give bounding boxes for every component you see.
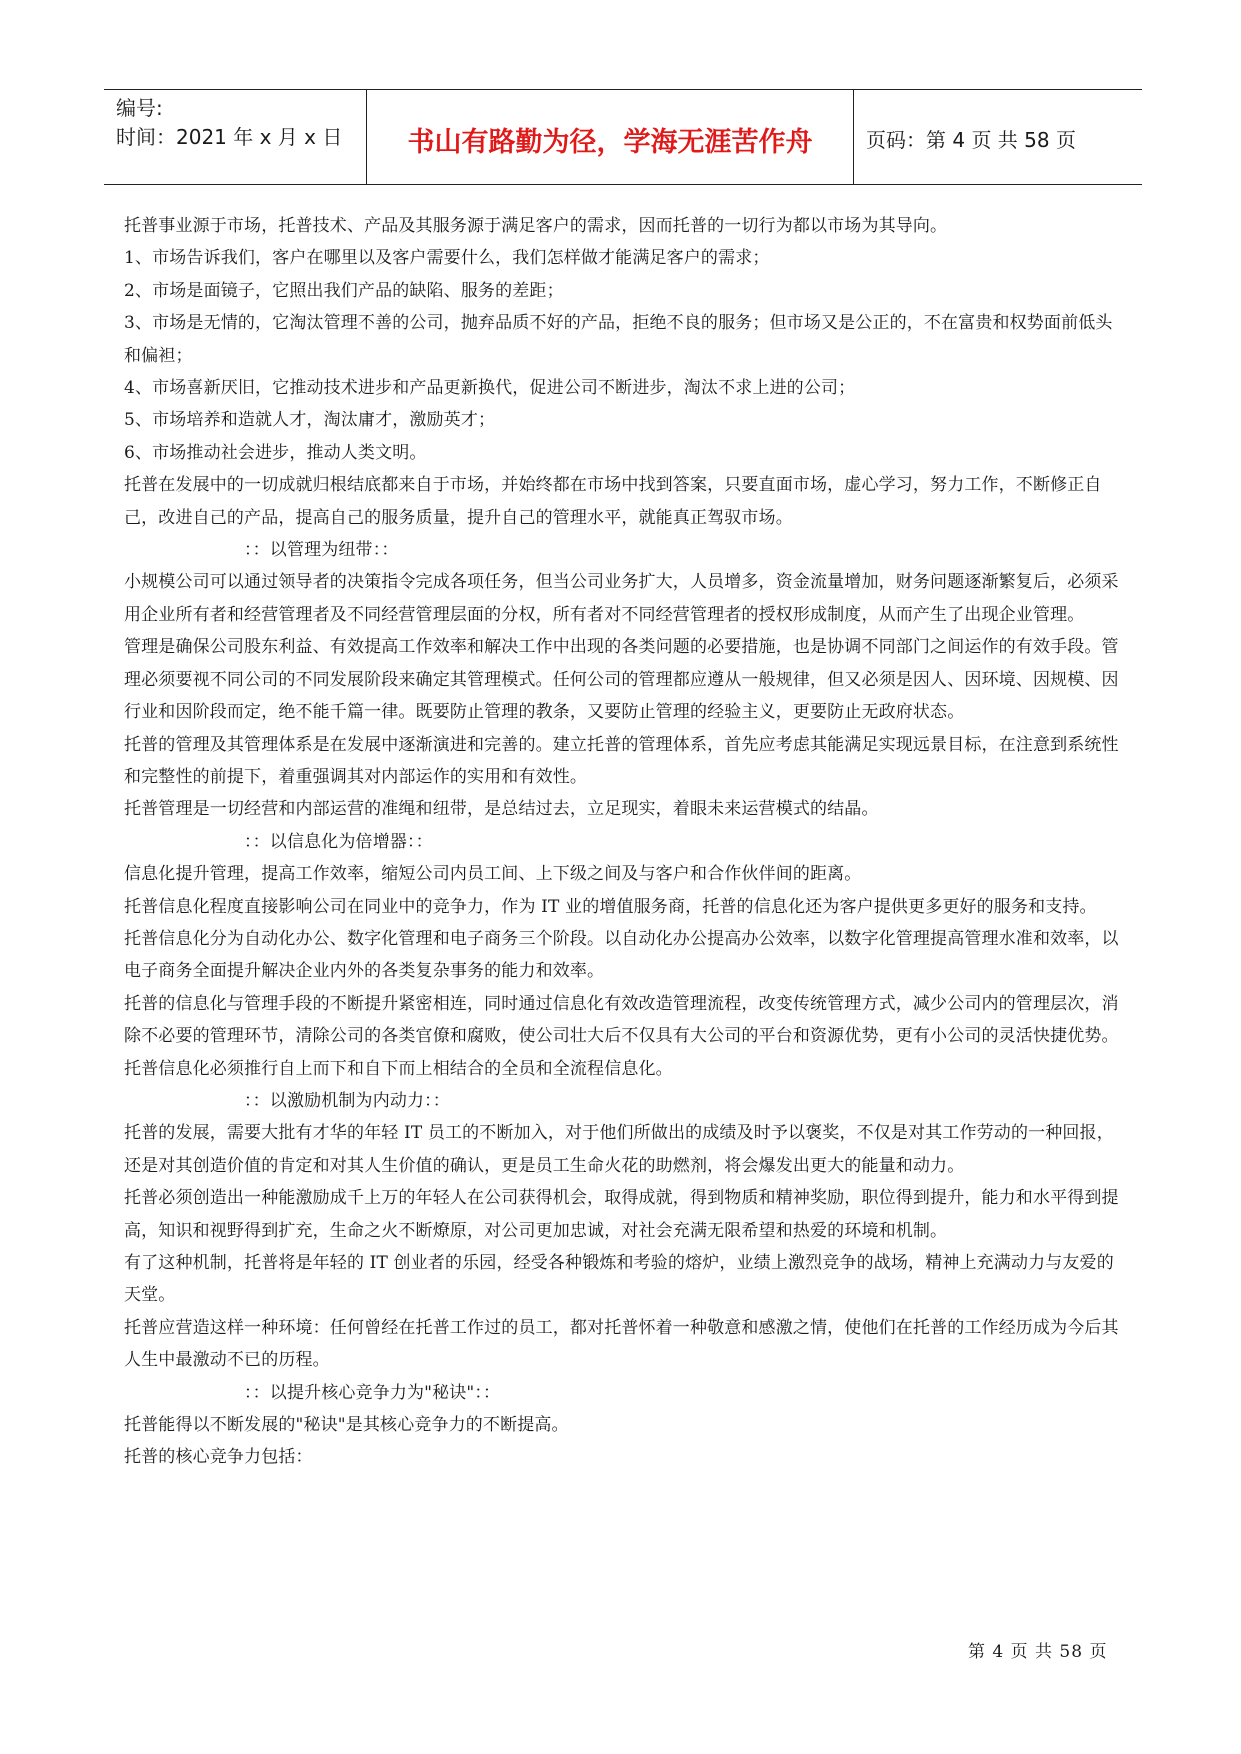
paragraph: 托普在发展中的一切成就归根结底都来自于市场，并始终都在市场中找到答案，只要直面市场，虚心学习，努力工作，不断修正自己，改进自己的产品，提高自己的服务质量，提升自己的管理水平，就能真正驾驭市场。 <box>124 475 1102 528</box>
document-time-label: 时间：2021 年 x 月 x 日 <box>116 125 343 149</box>
page-footer: 第 4 页 共 58 页 <box>968 1642 1108 1662</box>
paragraph: 托普管理是一切经营和内部运营的准绳和纽带，是总结过去，立足现实，着眼未来运营模式的结晶。 <box>124 799 879 820</box>
section-heading-core-competence: ：：以提升核心竞争力为"秘诀"：： <box>244 1382 501 1403</box>
paragraph: 托普信息化分为自动化办公、数字化管理和电子商务三个阶段。以自动化办公提高办公效率，以数字化管理提高管理水准和效率，以电子商务全面提升解决企业内外的各类复杂事务的能力和效率。 <box>124 928 1119 982</box>
paragraph: 托普事业源于市场，托普技术、产品及其服务源于满足客户的需求，因而托普的一切行为都以市场为其导向。 <box>124 216 948 236</box>
paragraph: 小规模公司可以通过领导者的决策指令完成各项任务，但当公司业务扩大，人员增多，资金流量增加，财务问题逐渐繁复后，必须采用企业所有者和经营管理者及不同经营管理层面的分权，所有者对不同经营管理者的授权形成制度，从而产生了出现企业管理。 <box>124 572 1119 625</box>
paragraph: 托普的核心竞争力包括： <box>124 1447 313 1468</box>
paragraph: 托普必须创造出一种能激励成千上万的年轻人在公司获得机会，取得成就，得到物质和精神奖励，职位得到提升，能力和水平得到提高，知识和视野得到扩充，生命之火不断燎原，对公司更加忠诚，对社会充满无限希望和热爱的环境和机制。 <box>124 1188 1119 1241</box>
list-item: 1、市场告诉我们，客户在哪里以及客户需要什么，我们怎样做才能满足客户的需求； <box>124 248 770 269</box>
paragraph: 有了这种机制，托普将是年轻的 IT 创业者的乐园，经受各种锻炼和考验的熔炉，业绩上激烈竞争的战场，精神上充满动力与友爱的天堂。 <box>124 1253 1114 1306</box>
document-body <box>124 210 1120 1474</box>
section-heading-informatization: ：：以信息化为倍增器：： <box>244 831 433 852</box>
header-motto-cell <box>367 90 854 184</box>
list-item: 5、市场培养和造就人才，淘汰庸才，激励英才； <box>124 410 496 431</box>
list-item: 6、市场推动社会进步，推动人类文明。 <box>124 442 427 463</box>
paragraph: 管理是确保公司股东利益、有效提高工作效率和解决工作中出现的各类问题的必要措施，也是协调不同部门之间运作的有效手段。管理必须要视不同公司的不同发展阶段来确定其管理模式。任何公司的管理都应遵从一般规律，但又必须是因人、因环境、因规模、因行业和因阶段而定，绝不能千篇一律。既要防止管理的教条，又要防止管理的经验主义，更要防止无政府状态。 <box>124 637 1119 723</box>
list-item: 3、市场是无情的，它淘汰管理不善的公司，抛弃品质不好的产品，拒绝不良的服务；但市场又是公正的，不在富贵和权势面前低头和偏袒； <box>124 313 1113 366</box>
section-heading-incentive: ：：以激励机制为内动力：： <box>244 1090 450 1111</box>
list-item: 2、市场是面镜子，它照出我们产品的缺陷、服务的差距； <box>124 280 564 301</box>
paragraph: 托普的管理及其管理体系是在发展中逐渐演进和完善的。建立托普的管理体系，首先应考虑其能满足实现远景目标，在注意到系统性和完整性的前提下，着重强调其对内部运作的实用和有效性。 <box>124 734 1119 787</box>
document-header <box>104 89 1142 185</box>
paragraph: 托普信息化程度直接影响公司在同业中的竞争力，作为 IT 业的增值服务商，托普的信息化还为客户提供更多更好的服务和支持。 <box>124 896 1097 917</box>
paragraph: 托普应营造这样一种环境：任何曾经在托普工作过的员工，都对托普怀着一种敬意和感激之情，使他们在托普的工作经历成为今后其人生中最激动不已的历程。 <box>124 1317 1119 1371</box>
section-heading-management: ：：以管理为纽带：： <box>244 540 399 561</box>
header-page-cell <box>854 90 1142 184</box>
paragraph: 信息化提升管理，提高工作效率，缩短公司内员工间、上下级之间及与客户和合作伙伴间的距离。 <box>124 864 862 885</box>
paragraph: 托普的发展，需要大批有才华的年轻 IT 员工的不断加入，对于他们所做出的成绩及时予以褒奖，不仅是对其工作劳动的一种回报，还是对其创造价值的肯定和对其人生价值的确认，更是员工生命火花的助燃剂，将会爆发出更大的能量和动力。 <box>124 1123 1114 1176</box>
paragraph: 托普能得以不断发展的"秘诀"是其核心竞争力的不断提高。 <box>124 1415 569 1436</box>
header-info-cell <box>104 90 367 184</box>
header-page-number: 页码：第 4 页 共 58 页 <box>866 128 1076 152</box>
header-motto: 书山有路勤为径，学海无涯苦作舟 <box>407 127 813 158</box>
list-item: 4、市场喜新厌旧，它推动技术进步和产品更新换代，促进公司不断进步，淘汰不求上进的公司； <box>124 378 856 399</box>
document-number-label: 编号: <box>116 96 163 120</box>
paragraph: 托普的信息化与管理手段的不断提升紧密相连，同时通过信息化有效改造管理流程，改变传统管理方式，减少公司内的管理层次，消除不必要的管理环节，清除公司的各类官僚和腐败，使公司壮大后不仅具有大公司的平台和资源优势，更有小公司的灵活快捷优势。 <box>124 993 1119 1047</box>
paragraph: 托普信息化必须推行自上而下和自下而上相结合的全员和全流程信息化。 <box>124 1058 673 1079</box>
